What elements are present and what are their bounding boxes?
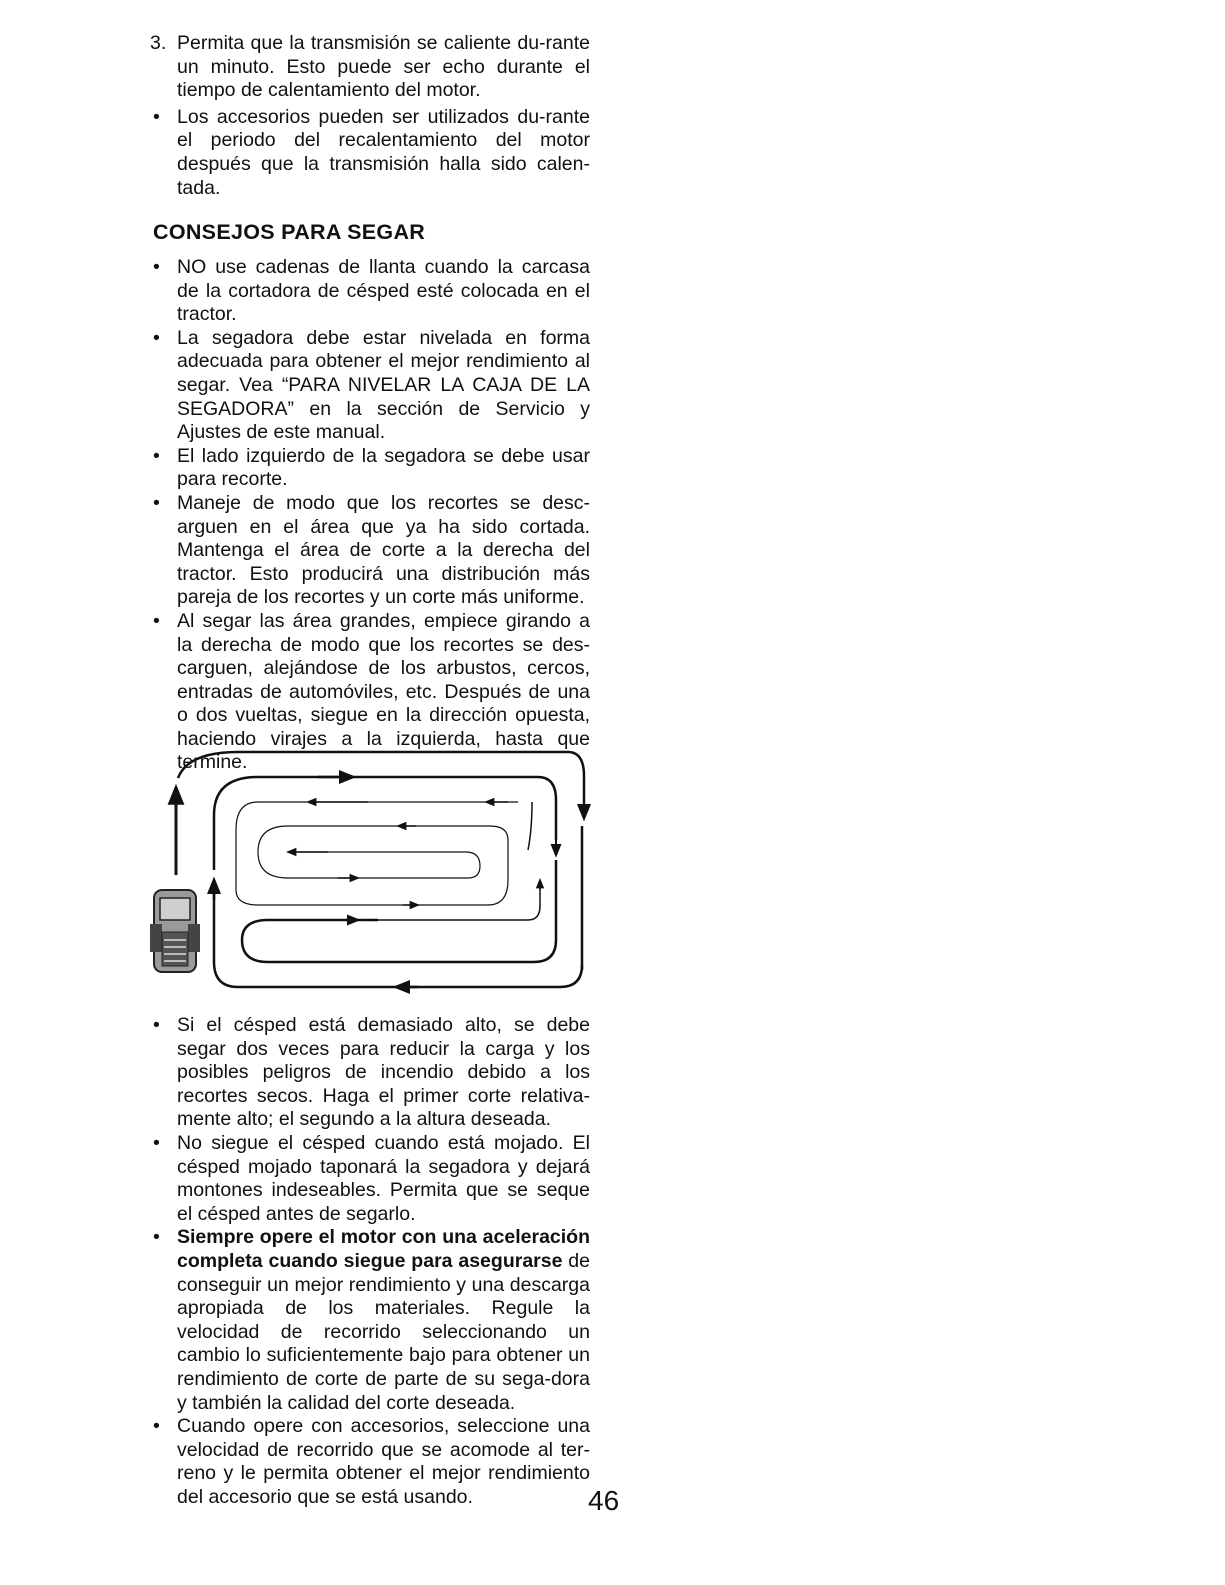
numbered-item — [150, 32, 590, 103]
bullet-marker: • — [153, 326, 160, 349]
tip-text: El lado izquierdo de la segadora se debe usar para recorte. — [177, 444, 590, 491]
bullet-marker: • — [153, 444, 160, 467]
bullet-marker: • — [153, 1131, 160, 1154]
third-loop-path — [236, 802, 518, 905]
third-right-curve — [528, 885, 540, 920]
tip-text: La segadora debe estar nivelada en forma adecuada para obtener el mejor rendimiento al segar. Vea “PARA NIVELAR LA CAJA DE LA SEGADORA” en la sección de Servicio y Ajustes de este manual. — [177, 326, 590, 444]
tip-text: No siegue el césped cuando está mojado. El césped mojado taponará la segadora y dejará montones indeseables. Permita que se seque el césped antes de segarlo. — [177, 1131, 590, 1225]
third-right-upper — [528, 802, 532, 850]
tip-item — [150, 492, 590, 610]
bullet-marker: • — [153, 609, 160, 632]
tips-list-continued — [150, 1014, 590, 1509]
tip-item — [150, 1014, 590, 1132]
tip-text: Cuando opere con accesorios, seleccione una velocidad de recorrido que se acomode al ter-reno y le permita obtener el mejor rendimiento del accesorio que se está usando. — [177, 1415, 590, 1508]
tip-item — [150, 327, 590, 445]
bullet-item — [150, 106, 590, 200]
tip-item — [150, 256, 590, 327]
tractor-icon — [150, 890, 200, 972]
outer-top-path — [178, 752, 584, 778]
bullet-marker: • — [153, 491, 160, 514]
item-text: Los accesorios pueden ser utilizados du-rante el periodo del recalentamiento del motor después que la transmisión halla sido calen-tada. — [177, 105, 590, 199]
tip-text: Al segar las área grandes, empiece girando a la derecha de modo que los recortes se des-carguen, alejándose de los arbustos, cercos, entradas de automóviles, etc. Después de una o dos vueltas, siegue en la dirección opuesta, haciendo virajes a la izquierda, hasta que termine. — [177, 609, 590, 774]
section-heading: CONSEJOS PARA SEGAR — [153, 220, 426, 244]
item-number: 3. — [150, 32, 167, 54]
tip-item — [150, 1132, 590, 1226]
bullet-marker: • — [153, 105, 160, 128]
tip-item — [150, 1415, 590, 1509]
intro-section — [150, 32, 590, 200]
second-bottom-path — [242, 860, 556, 962]
tip-item — [150, 445, 590, 492]
page-number: 46 — [588, 1485, 620, 1516]
inner-loop-path — [258, 826, 508, 905]
tip-bold-text: Siempre opere el motor con una aceleración completa cuando siegue para asegurarse — [177, 1226, 590, 1272]
mowing-pattern-diagram — [148, 740, 594, 1000]
tip-text: Si el césped está demasiado alto, se debe segar dos veces para reducir la carga y los posibles peligros de incendio debido a los recortes secos. Haga el primer corte relativa-mente alto; el segundo a la altura deseada. — [177, 1014, 590, 1131]
bullet-marker: • — [153, 1226, 160, 1249]
tip-text: NO use cadenas de llanta cuando la carcasa de la cortadora de césped esté colocada en el tractor. — [177, 256, 590, 326]
bullet-marker: • — [153, 1014, 160, 1036]
bullet-marker: • — [153, 1415, 160, 1438]
tip-item — [150, 1226, 590, 1415]
tips-list — [150, 256, 590, 775]
second-top-path — [214, 777, 556, 870]
item-text: Permita que la transmisión se caliente du-rante un minuto. Esto puede ser echo durante el tiempo de calentamiento del motor. — [177, 32, 590, 102]
bullet-marker: • — [153, 256, 160, 278]
tip-text: Maneje de modo que los recortes se desc-arguen en el área que ya ha sido cortada. Mantenga el área de corte a la derecha del tractor. Esto producirá una distribución más pareja de los recortes y un corte más uniforme. — [177, 491, 590, 609]
tip-text: de conseguir un mejor rendimiento y una descarga apropiada de los materiales. Regule la velocidad de recorrido seleccionando un cambio lo suficientemente bajo para obtener un rendimiento de corte de parte de su sega-dora y también la calidad del corte deseada. — [177, 1249, 590, 1414]
